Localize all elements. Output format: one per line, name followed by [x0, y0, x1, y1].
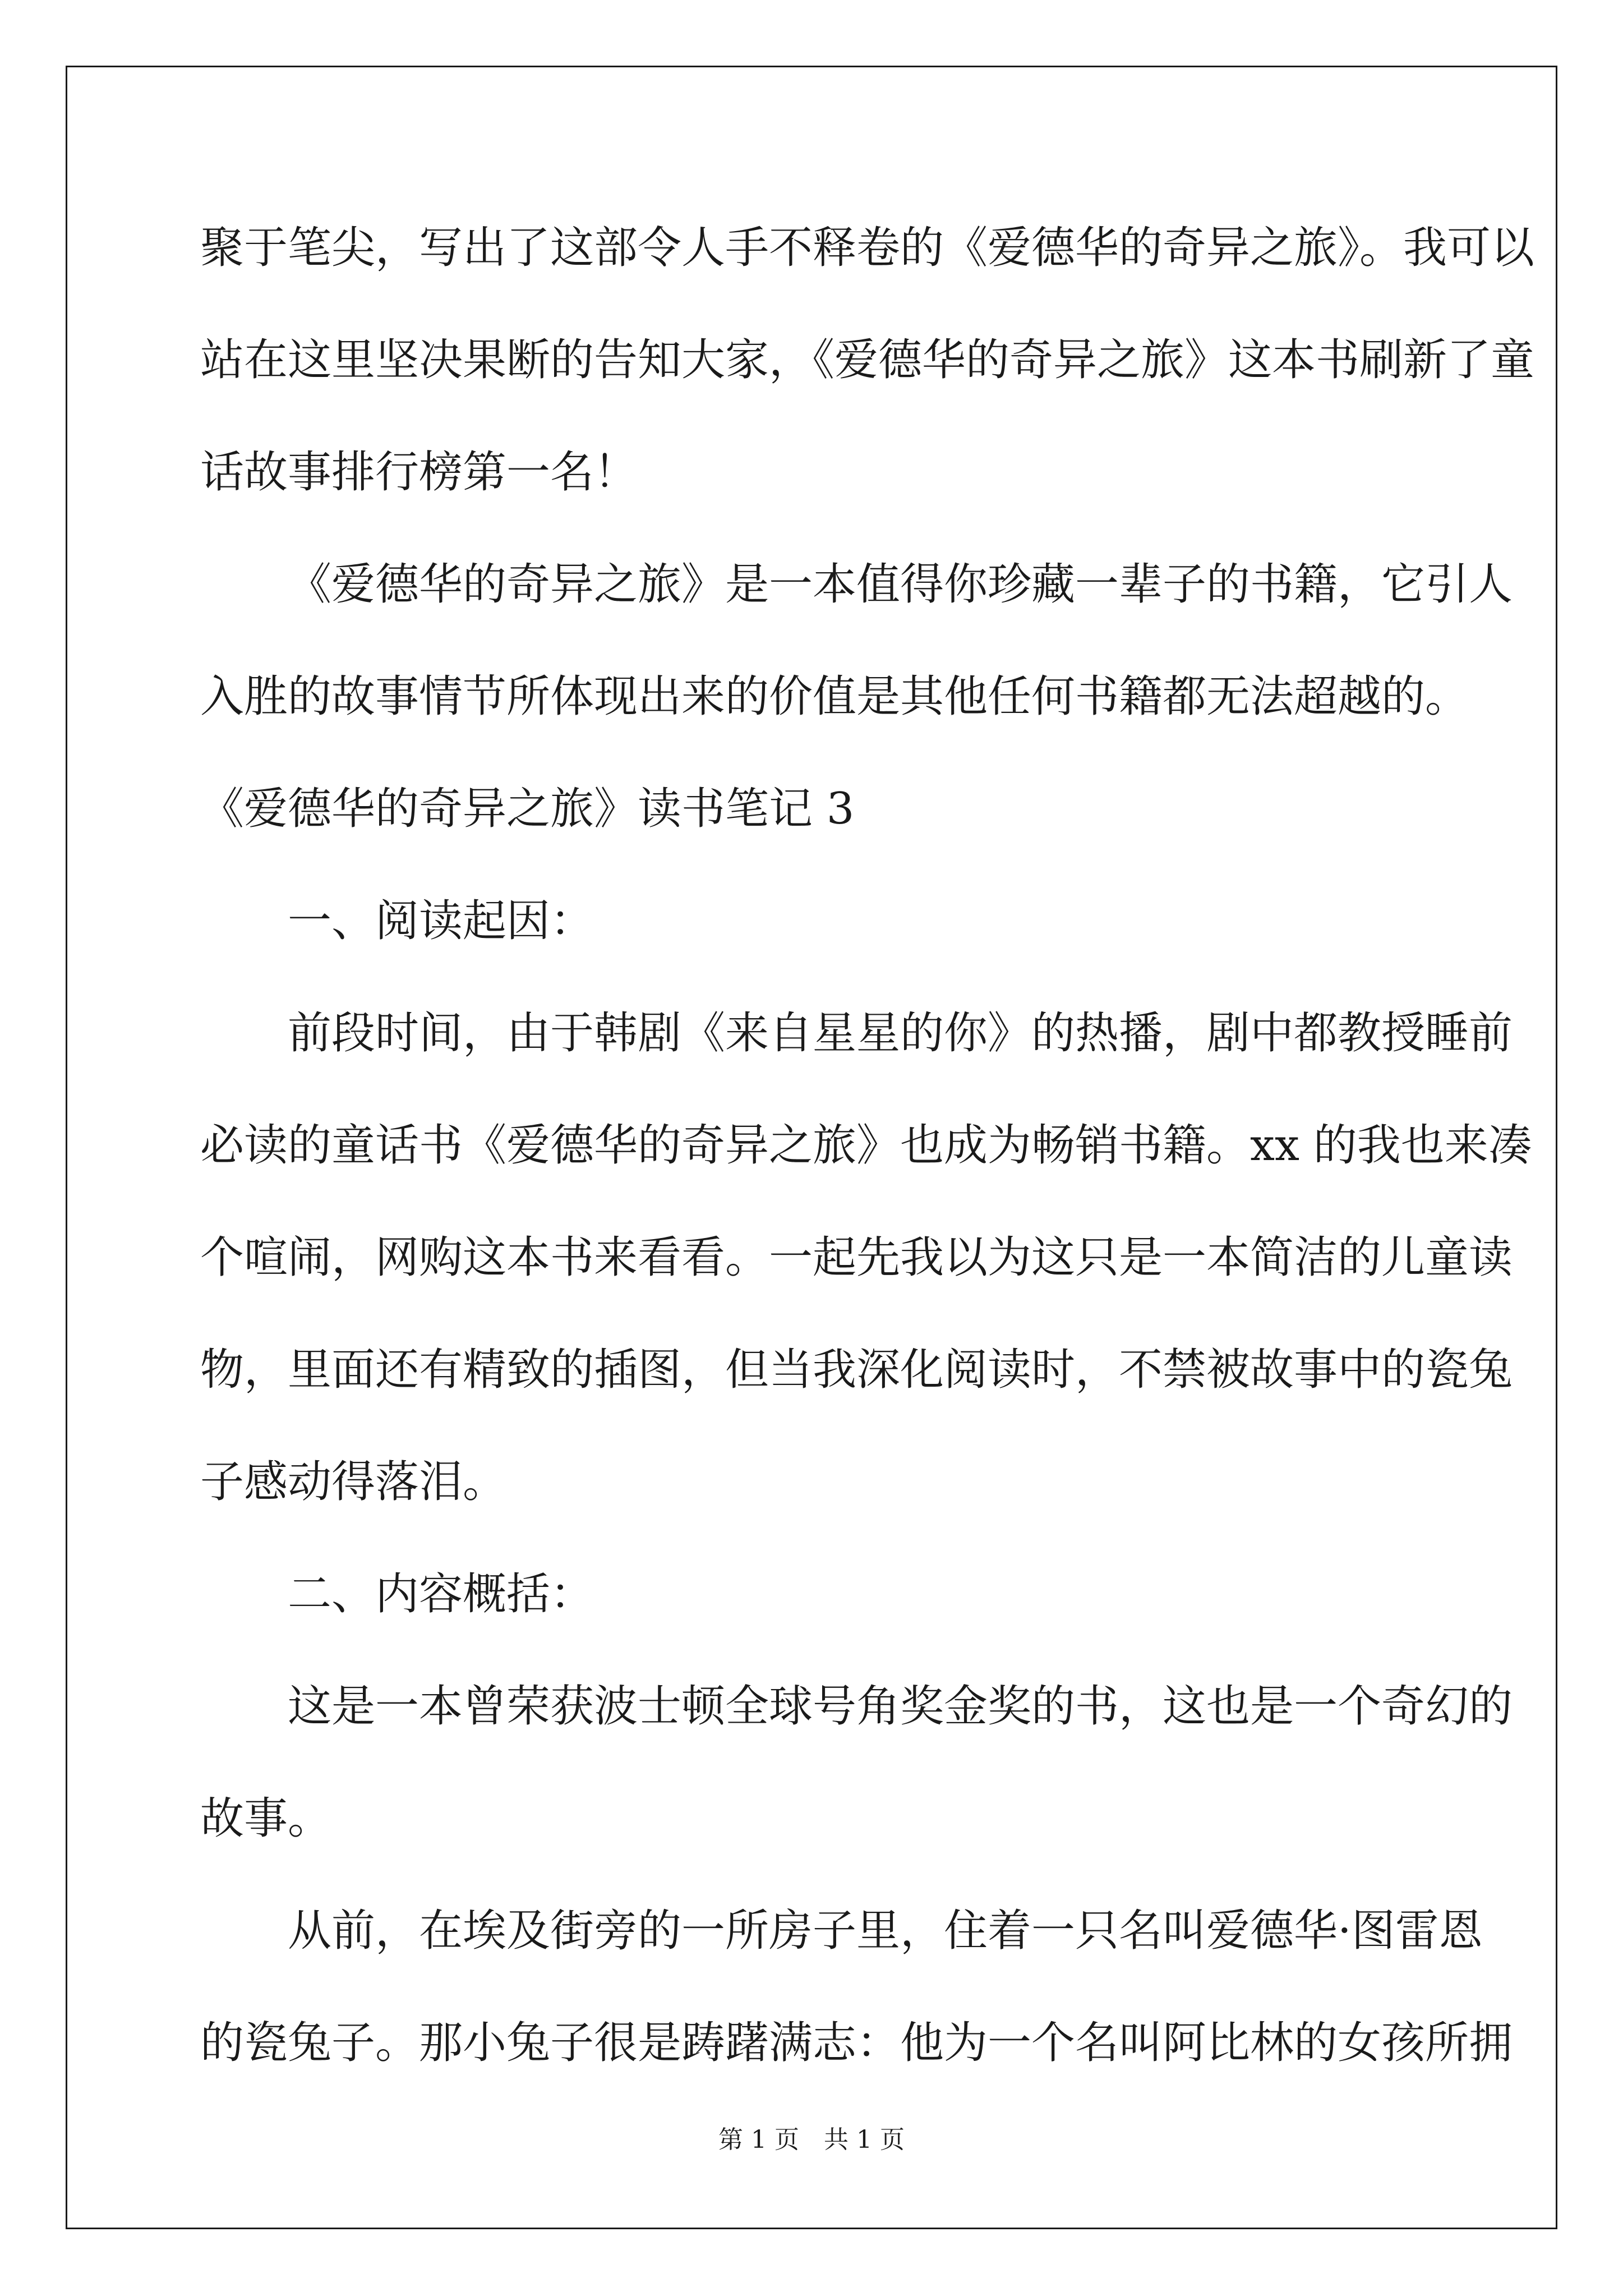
text-line-16: 从前，在埃及街旁的一所房子里，住着一只名叫爱德华·图雷恩 [288, 1906, 1483, 1956]
text-line-14: 这是一本曾荣获波士顿全球号角奖金奖的书，这也是一个奇幻的 [288, 1681, 1513, 1732]
text-line-8: 前段时间，由于韩剧《来自星星的你》的热播，剧中都教授睡前 [288, 1008, 1513, 1059]
page-footer: 第 1 页 共 1 页 [718, 2125, 905, 2154]
text-line-12: 子感动得落泪。 [200, 1457, 507, 1507]
subheading-content-summary: 二、内容概括： [288, 1569, 594, 1619]
text-line-5: 入胜的故事情节所体现出来的价值是其他任何书籍都无法超越的。 [200, 671, 1469, 722]
text-line-15: 故事。 [200, 1793, 332, 1844]
text-line-11: 物，里面还有精致的插图，但当我深化阅读时，不禁被故事中的瓷兔 [200, 1345, 1513, 1395]
text-line-10: 个喧闹，网购这本书来看看。一起先我以为这只是一本简洁的儿童读 [200, 1232, 1513, 1283]
section-heading: 《爱德华的奇异之旅》读书笔记 3 [200, 784, 855, 834]
text-line-17: 的瓷兔子。那小兔子很是踌躇满志：他为一个名叫阿比林的女孩所拥 [200, 2018, 1513, 2068]
text-line-9: 必读的童话书《爱德华的奇异之旅》也成为畅销书籍。xx 的我也来凑 [200, 1120, 1532, 1171]
subheading-reading-reason: 一、阅读起因： [288, 896, 594, 946]
document-body [200, 214, 1535, 2122]
text-line-4: 《爱德华的奇异之旅》是一本值得你珍藏一辈子的书籍，它引人 [288, 559, 1513, 610]
text-line-1: 聚于笔尖，写出了这部令人手不释卷的《爱德华的奇异之旅》。我可以 [200, 223, 1535, 273]
text-line-3: 话故事排行榜第一名！ [200, 447, 638, 498]
text-line-2: 站在这里坚决果断的告知大家，《爱德华的奇异之旅》这本书刷新了童 [200, 335, 1535, 385]
